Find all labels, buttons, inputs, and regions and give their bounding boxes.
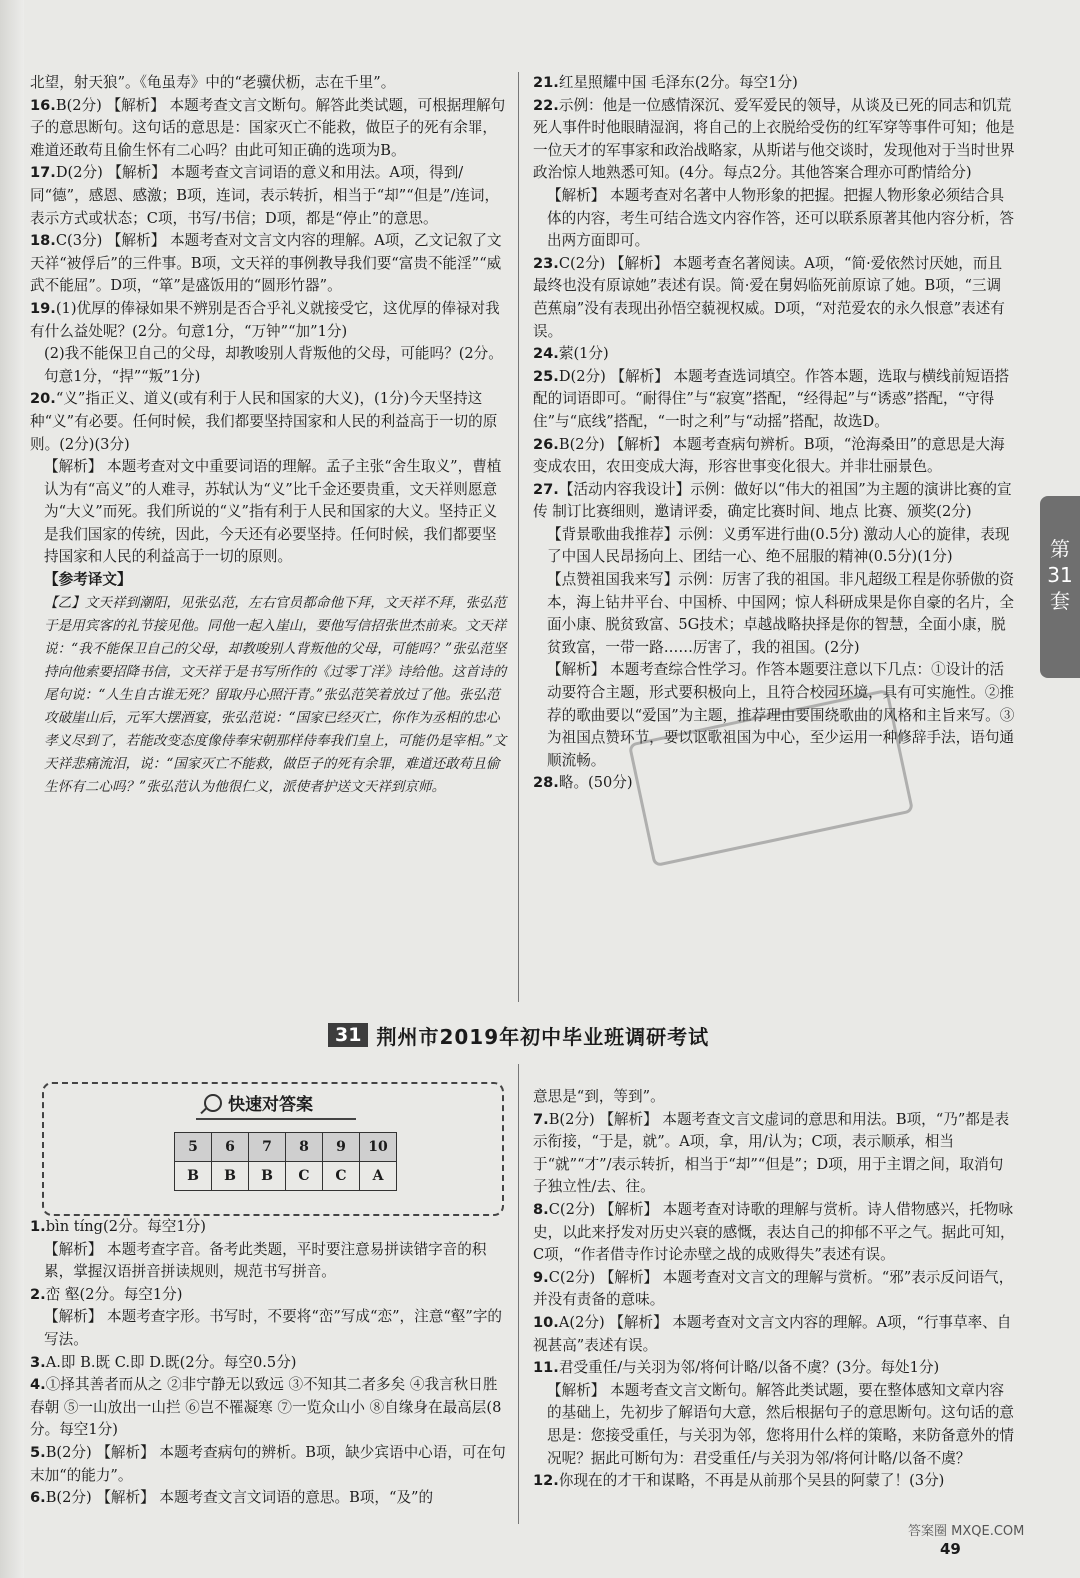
- answer-cell: B: [175, 1162, 212, 1191]
- section-title: 荆州市2019年初中毕业班调研考试: [376, 1024, 710, 1049]
- answer-23: 23.C(2分) 【解析】 本题考查名著阅读。A项，“简·爱依然讨厌她，而且最终也没有原谅她”表述有误。简·爱在舅妈临死前原谅了她。B项，“三调芭蕉扇”没有表现出孙悟空藐视权威。D项，“对范爱农的永久恨意”表述有误。: [533, 254, 1005, 340]
- answer-9: 9.C(2分) 【解析】 本题考查对文言文的理解与赏析。“邪”表示反问语气，并没有责备的意味。: [533, 1268, 1014, 1309]
- answer-26: 26.B(2分) 【解析】 本题考查病句辨析。B项，“沧海桑田”的意思是大海变成农田，农田变成大海，形容世事变化很大。并非壮丽景色。: [533, 435, 1005, 476]
- answer-28: 28.略。(50分): [533, 774, 633, 792]
- answer-4: 4.①择其善者而从之 ②非宁静无以致远 ③不知其二者多矣 ④我言秋日胜春朝 ⑤一山放出一山拦 ⑥岂不罹凝寒 ⑦一览众山小 ⑧自缘身在最高层(8分。每空1分): [30, 1376, 502, 1439]
- answer-11: 11.君受重任/与关羽为邻/将何计略/以备不虞？(3分。每处1分): [533, 1359, 940, 1377]
- answer-table-row: [175, 1162, 397, 1191]
- analysis-11: 【解析】 本题考查文言文断句。解答此类试题，要在整体感知文章内容的基础上，先初步了解语句大意，然后根据句子的意思断句。这句话的意思是：您接受重任，与关羽为邻，您将用什么样的策略，来防备意外的情况呢？据此可断句为：君受重任/与关羽为邻/将何计略/以备不虞？: [547, 1381, 1015, 1467]
- question-number-cell: 6: [212, 1133, 249, 1162]
- answer-20: 20.“义”指正义、道义(或有利于人民和国家的大义)，(1分)今天坚持这种“义”有必要。任何时候，我们都要坚持国家和人民的利益高于一切的原则。(2分)(3分): [30, 390, 498, 453]
- answer-6: 6.B(2分) 【解析】 本题考查文言文词语的意思。B项，“及”的: [30, 1489, 434, 1507]
- answer-cell: B: [249, 1162, 286, 1191]
- answer-21: 21.红星照耀中国 毛泽东(2分。每空1分): [533, 74, 798, 91]
- answer-24: 24.萦(1分): [533, 345, 609, 363]
- site-watermark: 答案圈 MXQE.COM: [908, 1524, 1025, 1539]
- answer-cell: A: [360, 1162, 397, 1191]
- answer-12: 12.你现在的才干和谋略，不再是从前那个吴县的阿蒙了！(3分): [533, 1472, 945, 1490]
- analysis-22: 【解析】 本题考查对名著中人物形象的把握。把握人物形象必须结合具体的内容，考生可结合选文内容作答，还可以联系原著其他内容分析，答出两方面即可。: [547, 186, 1015, 250]
- section-header: [328, 1018, 709, 1052]
- answer-table: [174, 1132, 397, 1191]
- answer-19: 19.(1)优厚的俸禄如果不辨别是否合乎礼义就接受它，这优厚的俸禄对我有什么益处呢？(2分。句意1分，“万钟”“加”1分): [30, 299, 500, 340]
- analysis-20: 【解析】 本题考查对文中重要词语的理解。孟子主张“舍生取义”，曹植认为有“高义”的人难寻，苏轼认为“义”比千金还要贵重，文天祥则愿意为“大义”而死。我们所说的“义”指有利于人民和国家的大义。坚持正义是我们国家的传统，因此，今天还有必要坚持。任何时候，我们都要坚持国家和人民的利益高于一切的原则。: [44, 458, 502, 566]
- answer-22: 22.示例：他是一位感情深沉、爱军爱民的领导，从谈及已死的同志和饥荒死人事件时他眼睛湿润，将自己的上衣脱给受伤的红军穿等事件可知；他是一位天才的军事家和政治战略家，从斯诺与他交谈时，发现他对于当时世界政治惊人地熟悉可知。(4分。每点2分。其他答案合理亦可酌情给分): [533, 96, 1015, 182]
- answer-19-2: (2)我不能保卫自己的父母，却教唆别人背叛他的父母，可能吗？(2分。句意1分，“捍”“叛”1分): [44, 345, 503, 385]
- answer-7: 7.B(2分) 【解析】 本题考查文言文虚词的意思和用法。B项，“乃”都是表示衔接，“于是，就”。A项，拿，用/认为；C项，表示顺承，相当于“就”“才”/表示转折，相当于“却”“但是”；D项，用于主谓之间，取消句子独立性/去、往。: [533, 1110, 1010, 1196]
- question-number-cell: 5: [175, 1133, 212, 1162]
- question-number-cell: 7: [249, 1133, 286, 1162]
- answer-2: 2.峦 壑(2分。每空1分): [30, 1285, 183, 1303]
- question-number-cell: 10: [360, 1133, 397, 1162]
- answer-18: 18.C(3分) 【解析】 本题考查对文言文内容的理解。A项，乙文记叙了文天祥“被俘后”的三件事。B项，文天祥的事例教导我们要“富贵不能淫”“威武不能屈”。D项，“箪”是盛饭用的“圆形竹器”。: [30, 232, 502, 295]
- right-column: [533, 72, 1015, 795]
- answer-cell: B: [212, 1162, 249, 1191]
- left-column-lower: [30, 1216, 508, 1510]
- answer-8: 8.C(2分) 【解析】 本题考查对诗歌的理解与赏析。诗人借物感兴，托物咏史，以此来抒发对历史兴衰的感慨，表达自己的抑郁不平之气。据此可知，C项，“作者借寺作讨论赤壁之战的成败得失”表述有误。: [533, 1200, 1015, 1264]
- answer-cell: C: [286, 1162, 323, 1191]
- section-number-badge: 31: [328, 1023, 368, 1047]
- answer-25: 25.D(2分) 【解析】 本题考查选词填空。作答本题，选取与横线前短语搭配的词语即可。“耐得住”与“寂寞”搭配，“经得起”与“诱惑”搭配，“守得住”与“底线”搭配，“一时之利”与“动摇”搭配，故选D。: [533, 367, 1010, 430]
- answer-27-praise: 【点赞祖国我来写】示例：厉害了我的祖国。非凡超级工程是你骄傲的资本，海上钻井平台、中国桥、中国网；惊人科研成果是你自豪的名片，全面小康、脱贫致富、5G技术；卓越战略抉择是你的智慧，全面小康，脱贫致富，一带一路……厉害了，我的祖国。(2分): [547, 571, 1015, 656]
- analysis-27: 【解析】 本题考查综合性学习。作答本题要注意以下几点：①设计的活动要符合主题，形式要积极向上，且符合校园环境，具有可实施性。②推荐的歌曲要以“爱国”为主题，推荐理由要围绕歌曲的风格和主旨来写。③为祖国点赞环节，要以讴歌祖国为中心，至少运用一种修辞手法，语句通顺流畅。: [547, 661, 1015, 769]
- answer-page: [28, 60, 1038, 1560]
- column-divider: [518, 72, 519, 1002]
- left-column: [30, 72, 508, 799]
- answer-cell: C: [323, 1162, 360, 1191]
- page-number: 49: [940, 1540, 961, 1558]
- reference-translation-heading: 【参考译文】: [44, 571, 132, 589]
- column-divider-lower: [518, 1064, 519, 1524]
- quick-answer-box: [42, 1082, 504, 1216]
- answer-17: 17.D(2分) 【解析】 本题考查文言词语的意义和用法。A项，得到/同“德”，感恩、感激；B项，连词，表示转折，相当于“却”“但是”/连词，表示方式或状态；C项，书写/书信；D项，都是“停止”的意思。: [30, 164, 500, 227]
- search-icon: [204, 1094, 222, 1112]
- question-number-cell: 9: [323, 1133, 360, 1162]
- answer-27: 27.【活动内容我设计】示例：做好以“伟大的祖国”为主题的演讲比赛的宣传 制订比赛细则，邀请评委，确定比赛时间、地点 比赛、颁奖(2分): [533, 480, 1012, 521]
- answer-5: 5.B(2分) 【解析】 本题考查病句的辨析。B项，缺少宾语中心语，可在句末加“的能力”。: [30, 1443, 506, 1484]
- answer-1: 1.bìn tíng(2分。每空1分): [30, 1218, 206, 1235]
- answer-table-header-row: [175, 1133, 397, 1162]
- analysis-2: 【解析】 本题考查字形。书写时，不要将“峦”写成“恋”，注意“壑”字的写法。: [44, 1308, 503, 1348]
- answer-16: 16.B(2分) 【解析】 本题考查文言文断句。解答此类试题，可根据理解句子的意思断句。这句话的意思是：国家灭亡不能救，做臣子的死有余罪，难道还敢苟且偷生怀有二心吗？由此可知正确的选项为B。: [30, 96, 506, 159]
- answer-10: 10.A(2分) 【解析】 本题考查对文言文内容的理解。A项，“行事草率、自视甚高”表述有误。: [533, 1313, 1012, 1354]
- answer-27-song: 【背景歌曲我推荐】示例：义勇军进行曲(0.5分) 激动人心的旋律，表现了中国人民昂扬向上、团结一心、绝不屈服的精神(0.5分)(1分): [547, 525, 1010, 566]
- analysis-1: 【解析】 本题考查字音。备考此类题，平时要注意易拼读错字音的积累，掌握汉语拼音拼读规则，规范书写拼音。: [44, 1240, 487, 1281]
- quick-answer-title: 快速对答案: [204, 1090, 313, 1115]
- answer-line: 北望，射天狼”。《龟虽寿》中的“老骥伏枥，志在千里”。: [30, 74, 396, 91]
- scan-edge: [0, 0, 24, 1578]
- answer-6-cont: 意思是“到，等到”。: [533, 1088, 665, 1105]
- answer-3: 3.A.即 B.既 C.即 D.既(2分。每空0.5分): [30, 1353, 297, 1371]
- question-number-cell: 8: [286, 1133, 323, 1162]
- right-column-lower: [533, 1086, 1015, 1493]
- set-number-tab: 第31套: [1040, 496, 1080, 678]
- title-underline: [196, 1118, 356, 1120]
- reference-translation: 【乙】文天祥到潮阳，见张弘范，左右官员都命他下拜，文天祥不拜，张弘范于是用宾客的礼节接见他。同他一起入崖山，要他写信招张世杰前来。文天祥说：“我不能保卫自己的父母，却教唆别人背叛他的父母，可能吗？”张弘范坚持向他索要招降书信，文天祥于是书写所作的《过零丁洋》诗给他。这首诗的尾句说：“人生自古谁无死？留取丹心照汗青。”张弘范笑着放过了他。张弘范攻破崖山后，元军大摆酒宴，张弘范说：“国家已经灭亡，你作为丞相的忠心孝义尽到了，若能改变态度像侍奉宋朝那样侍奉我们皇上，可能仍是宰相。”文天祥悲痛流泪，说：“国家灭亡不能救，做臣子的死有余罪，难道还敢苟且偷生怀有二心吗？”张弘范认为他很仁义，派使者护送文天祥到京师。: [44, 594, 507, 795]
